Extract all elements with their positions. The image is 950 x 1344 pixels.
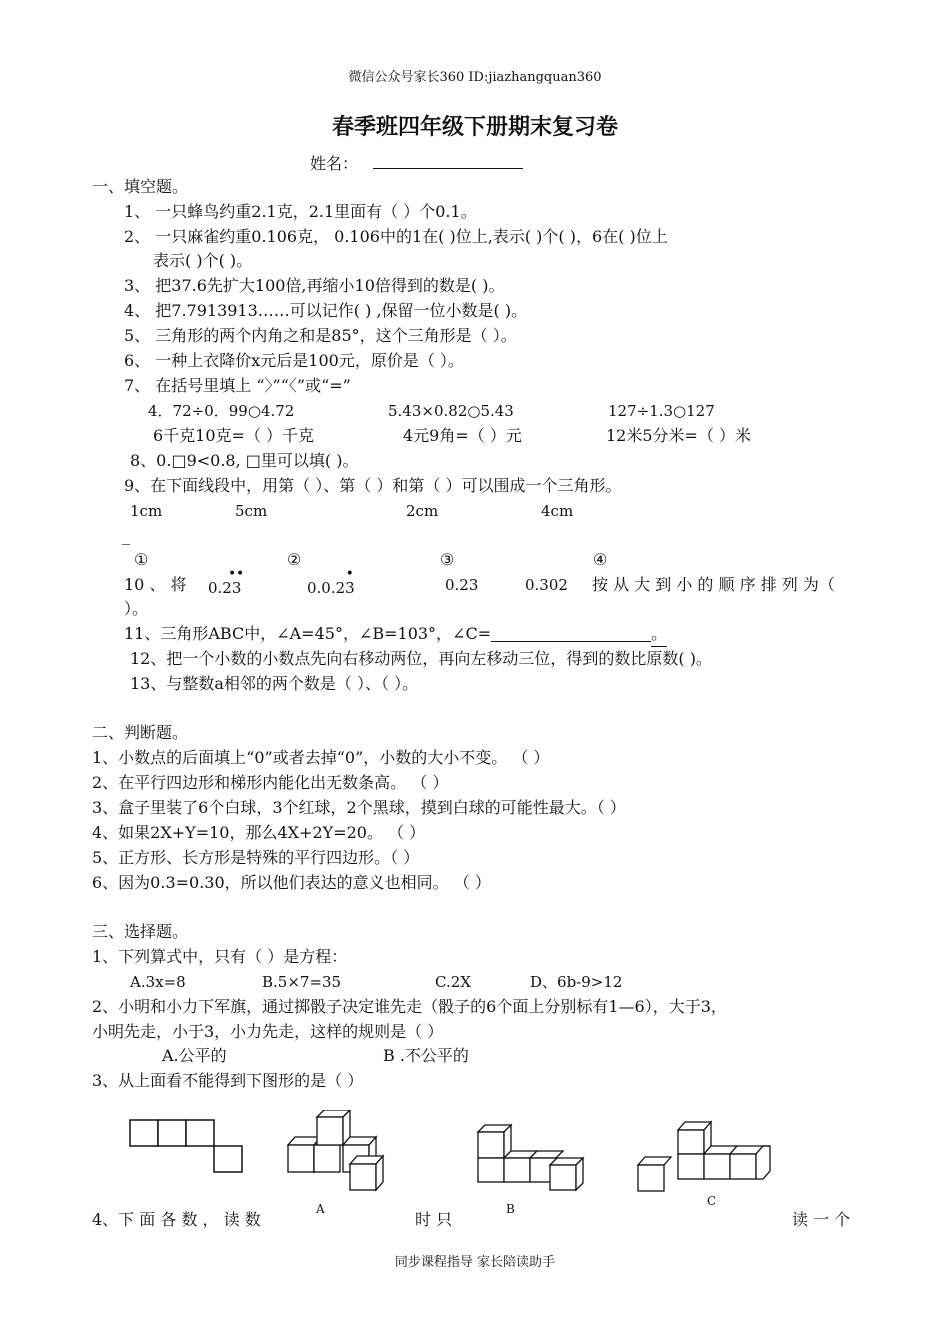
q10-num2: 0.0.23 • xyxy=(307,566,355,597)
page-footer: 同步课程指导 家长陪读助手 xyxy=(394,1255,556,1270)
s2-item-4: 4、如果2X+Y=10，那么4X+2Y=20。 （ ） xyxy=(92,823,426,842)
segment-dash: _ xyxy=(122,526,130,545)
s1-q5: 5、 三角形的两个内角之和是85°，这个三角形是（ ）。 xyxy=(124,326,517,345)
segment-1cm: 1cm xyxy=(130,502,163,520)
q7-row1-item2: 5.43×0.82○5.43 xyxy=(388,402,514,420)
q10-end: ）。 xyxy=(124,599,149,618)
s1-q11: 11、三角形ABC中，∠A=45°，∠B=103°，∠C= 。 xyxy=(124,622,667,647)
q7-row2-item2: 4元9角=（ ）元 xyxy=(403,426,522,445)
q7-row2-item1: 6千克10克=（ ）千克 xyxy=(153,426,315,445)
q3-figures xyxy=(120,1110,880,1220)
s1-q2b: 表示( )个( )。 xyxy=(153,251,253,270)
s1-q1: 1、 一只蜂鸟约重2.1克，2.1里面有（ ）个0.1。 xyxy=(124,202,477,221)
s3-q2-option-b: B .不公平的 xyxy=(383,1046,469,1065)
s3-q2b: 小明先走，小于3，小力先走，这样的规则是（ ） xyxy=(92,1022,444,1041)
figure-b-label: B xyxy=(506,1202,515,1216)
figure-a-cubes xyxy=(288,1110,383,1190)
figure-c-cubes xyxy=(638,1122,770,1191)
s3-q1-option-a: A.3x=8 xyxy=(130,973,186,991)
repeat-dot-icon: • xyxy=(345,566,354,582)
s3-q4-part1: 4、下 面 各 数 ， 读 数 xyxy=(92,1210,261,1229)
figure-a-label: A xyxy=(316,1202,325,1216)
s3-q3: 3、从上面看不能得到下图形的是（ ） xyxy=(92,1071,364,1090)
s3-q4-part2: 时 只 xyxy=(415,1210,453,1229)
s3-q1-option-b: B.5×7=35 xyxy=(262,973,342,991)
q11-blank[interactable] xyxy=(491,623,651,642)
q10-num1: 0.23 • • xyxy=(208,566,245,597)
name-blank[interactable] xyxy=(373,150,523,169)
s1-q4: 4、 把7.7913913……可以记作( ) ,保留一位小数是( )。 xyxy=(124,301,528,320)
q10-num4: 0.302 xyxy=(525,576,568,594)
q7-row1-item1: 4．72÷0．99○4.72 xyxy=(148,402,295,420)
s2-item-2: 2、在平行四边形和梯形内能化出无数条高。 （ ） xyxy=(92,773,449,792)
q7-row1-item3: 127÷1.3○127 xyxy=(608,402,715,420)
q10-label: 10 、 将 xyxy=(124,575,187,594)
section3-heading: 三、选择题。 xyxy=(92,922,189,941)
s3-q1-option-c: C.2X xyxy=(435,973,471,991)
section2-heading: 二、判断题。 xyxy=(92,723,189,742)
s1-q3: 3、 把37.6先扩大100倍,再缩小10倍得到的数是( )。 xyxy=(124,276,505,295)
segment-label-4: ④ xyxy=(593,550,608,569)
page-header: 微信公众号家长360 ID:jiazhangquan360 xyxy=(348,70,602,85)
s2-item-1: 1、小数点的后面填上“0”或者去掉“0”，小数的大小不变。 （ ） xyxy=(92,748,550,767)
s3-q1-option-d: D、6b-9>12 xyxy=(530,973,623,991)
s1-q13: 13、与整数a相邻的两个数是（ ）、（ ）。 xyxy=(130,674,419,693)
top-view-figure xyxy=(130,1120,242,1172)
s3-q4-part3: 读 一 个 xyxy=(792,1210,851,1229)
s2-item-6: 6、因为0.3=0.30，所以他们表达的意义也相同。 （ ） xyxy=(92,873,491,892)
s1-q12: 12、把一个小数的小数点先向右移动两位，再向左移动三位，得到的数比原数( )。 xyxy=(130,649,712,668)
s3-q1: 1、下列算式中，只有（ ）是方程： xyxy=(92,947,348,966)
s1-q2a: 2、 一只麻雀约重0.106克， 0.106中的1在( )位上,表示( )个( )，6在( )位上 xyxy=(124,227,668,246)
s1-q8: 8、0.□9<0.8, □里可以填( )。 xyxy=(130,451,359,470)
s2-item-3: 3、盒子里装了6个白球，3个红球，2个黑球，摸到白球的可能性最大。（ ） xyxy=(92,798,626,817)
q10-num3: 0.23 xyxy=(445,576,479,594)
segment-label-3: ③ xyxy=(440,550,455,569)
name-field xyxy=(310,150,523,176)
q10-tail: 按 从 大 到 小 的 顺 序 排 列 为（ xyxy=(592,575,835,594)
segment-5cm: 5cm xyxy=(235,502,268,520)
repeat-dot-icon: • xyxy=(236,566,245,582)
segment-2cm: 2cm xyxy=(406,502,439,520)
s1-q9: 9、在下面线段中，用第（ ）、第（ ）和第（ ）可以围成一个三角形。 xyxy=(124,476,622,495)
s3-q2a: 2、小明和小力下军旗，通过掷骰子决定谁先走（骰子的6个面上分别标有1—6），大于3， xyxy=(92,997,727,1016)
q7-row2-item3: 12米5分米=（ ）米 xyxy=(606,426,752,445)
figure-c-label: C xyxy=(707,1194,717,1208)
figure-b-cubes xyxy=(478,1125,583,1190)
segment-4cm: 4cm xyxy=(541,502,574,520)
s3-q2-option-a: A.公平的 xyxy=(162,1046,227,1065)
s1-q7: 7、 在括号里填上 “〉”“〈”或“=” xyxy=(124,376,351,395)
segment-label-1: ① xyxy=(134,550,149,569)
s1-q6: 6、 一种上衣降价x元后是100元，原价是（ ）。 xyxy=(124,351,464,370)
segment-label-2: ② xyxy=(287,550,302,569)
s2-item-5: 5、正方形、长方形是特殊的平行四边形。（ ） xyxy=(92,848,420,867)
page-title: 春季班四年级下册期末复习卷 xyxy=(331,115,618,140)
name-label: 姓名： xyxy=(310,154,359,173)
repeat-dot-icon: • xyxy=(228,566,237,582)
section1-heading: 一、填空题。 xyxy=(92,177,189,196)
